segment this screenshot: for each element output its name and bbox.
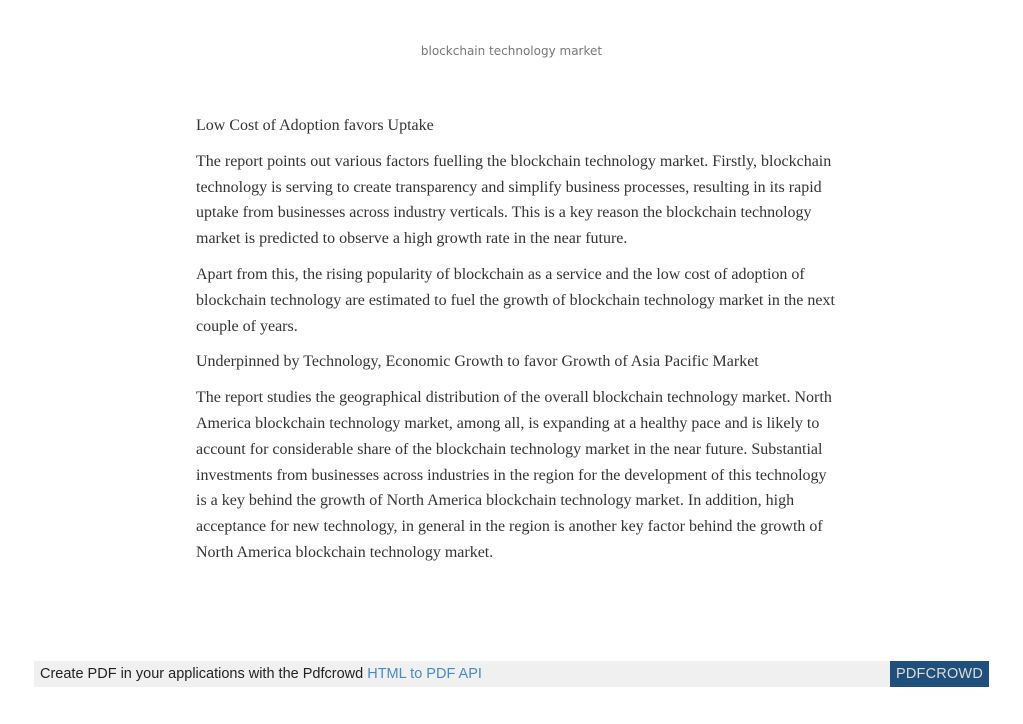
paragraph-geography: The report studies the geographical distribution of the overall blockchain technology market. North America blockchain technology market, among all, is expanding at a healthy pace and is likely to account for considerable share of the blockchain technology market in the near future. Substantial investments from businesses across industries in the region for the development of this technology is a key behind the growth of North America blockchain technology market. In addition, high acceptance for new technology, in general in the region is another key factor behind the growth of North America blockchain technology market.: [196, 389, 832, 561]
footer-promo-text: Create PDF in your applications with the Pdfcrowd: [40, 666, 368, 682]
section-heading-asia-pacific: Underpinned by Technology, Economic Growth to favor Growth of Asia Pacific Market: [196, 353, 759, 371]
page-header: blockchain technology market: [420, 44, 603, 58]
paragraph-factors: The report points out various factors fuelling the blockchain technology market. Firstly, blockchain technology is serving to create transparency and simplify business processes, resulting in its rapid uptake from businesses across industry verticals. This is a key reason the blockchain technology market is predicted to observe a high growth rate in the near future.: [196, 152, 832, 248]
paragraph-popularity: Apart from this, the rising popularity of blockchain as a service and the low cost of adoption of blockchain technology are estimated to fuel the growth of blockchain technology market in the next couple of years.: [196, 265, 835, 335]
pdfcrowd-brand-button[interactable]: PDFCROWD: [890, 661, 989, 687]
section-heading-low-cost: Low Cost of Adoption favors Uptake: [196, 117, 434, 134]
html-to-pdf-api-link[interactable]: HTML to PDF API: [367, 666, 482, 682]
pdfcrowd-footer: [34, 661, 989, 687]
footer-text: [40, 661, 482, 687]
article-body: [196, 113, 836, 576]
